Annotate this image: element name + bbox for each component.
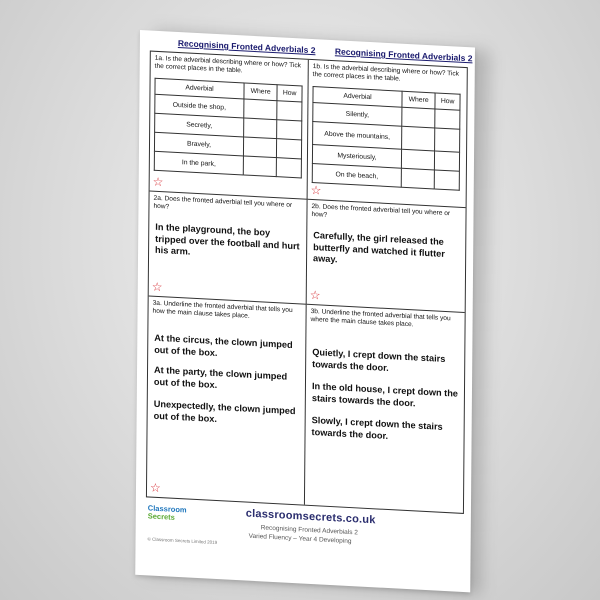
adverbial-cell: Silently, (313, 103, 402, 127)
question-sentence: Slowly, I crept down the stairs towards the door. (311, 415, 443, 441)
footer-subtitle: Recognising Fronted Adverbials 2 (260, 524, 358, 537)
worksheet (135, 30, 475, 592)
logo-line-2: Secrets (147, 511, 175, 522)
how-tick-cell[interactable] (435, 109, 460, 129)
question-prompt: 2b. Does the fronted adverbial tell you where or how? (311, 202, 451, 219)
adverbial-cell: Outside the shop, (155, 94, 244, 118)
adverbial-table (154, 78, 303, 179)
sheet-title-left: Recognising Fronted Adverbials 2 (177, 37, 316, 56)
adverbial-cell: On the beach, (312, 164, 401, 188)
where-tick-cell[interactable] (401, 149, 434, 170)
copyright-text: © Classroom Secrets Limited 2019 (147, 536, 218, 546)
classroom-secrets-logo (148, 504, 200, 537)
adverbial-cell: Mysteriously, (312, 145, 401, 169)
table-header: How (435, 93, 460, 110)
question-sentence: Quietly, I crept down the stairs towards the door. (312, 347, 446, 373)
adverbial-table (312, 86, 461, 191)
where-tick-cell[interactable] (243, 156, 276, 177)
panel-1a (150, 52, 309, 200)
question-prompt: 2a. Does the fronted adverbial tell you where or how? (153, 194, 293, 211)
where-tick-cell[interactable] (243, 137, 276, 158)
table-header: How (277, 85, 302, 102)
where-tick-cell[interactable] (402, 107, 435, 128)
question-sentence: Unexpectedly, the clown jumped out of the box. (153, 398, 296, 424)
how-tick-cell[interactable] (435, 128, 460, 152)
table-header: Adverbial (313, 87, 402, 108)
question-sentence: Carefully, the girl released the butterfly and watched it flutter away. (313, 230, 445, 265)
adverbial-cell: Bravely, (154, 132, 243, 156)
star-icon: ☆ (149, 480, 161, 496)
adverbial-cell: Above the mountains, (313, 122, 402, 150)
question-prompt: 1a. Is the adverbial describing where or how? Tick the correct places in the table. (154, 54, 302, 74)
question-grid (146, 51, 468, 514)
how-tick-cell[interactable] (277, 120, 302, 140)
how-tick-cell[interactable] (435, 170, 460, 190)
table-header: Where (244, 83, 277, 101)
question-prompt: 3b. Underline the fronted adverbial that tells you where the main clause takes place. (310, 307, 451, 328)
question-sentence: At the circus, the clown jumped out of the box. (154, 332, 293, 358)
panel-1b (308, 60, 467, 208)
star-icon: ☆ (309, 287, 321, 303)
adverbial-cell: Secretly, (155, 113, 244, 137)
where-tick-cell[interactable] (401, 168, 434, 189)
where-tick-cell[interactable] (244, 118, 277, 139)
table-header: Where (402, 91, 435, 109)
logo-line-1: Classroom (147, 503, 187, 515)
how-tick-cell[interactable] (277, 139, 302, 159)
table-header: Adverbial (155, 78, 244, 99)
where-tick-cell[interactable] (244, 99, 277, 120)
question-sentence: At the party, the clown jumped out of the box. (153, 364, 288, 390)
where-tick-cell[interactable] (402, 126, 435, 151)
panel-2b (307, 200, 466, 313)
website-link[interactable]: classroomsecrets.co.uk (245, 507, 376, 527)
question-prompt: 1b. Is the adverbial describing where or how? Tick the correct places in the table. (312, 63, 460, 83)
question-sentence: In the old house, I crept down the stairs towards the door. (311, 381, 458, 408)
how-tick-cell[interactable] (277, 101, 302, 121)
how-tick-cell[interactable] (435, 151, 460, 171)
question-sentence: In the playground, the boy tripped over the football and hurt his arm. (155, 221, 300, 257)
panel-3b (305, 305, 465, 513)
how-tick-cell[interactable] (277, 158, 302, 178)
star-icon: ☆ (151, 279, 163, 295)
footer-level: Varied Fluency – Year 4 Developing (248, 532, 352, 546)
panel-3a (147, 296, 307, 504)
question-prompt: 3a. Underline the fronted adverbial that tells you how the main clause takes place. (152, 299, 293, 320)
adverbial-cell: In the park, (154, 151, 243, 175)
star-icon: ☆ (310, 182, 322, 198)
sheet-title-right: Recognising Fronted Adverbials 2 (334, 46, 473, 64)
panel-2a (149, 192, 308, 305)
star-icon: ☆ (152, 174, 164, 190)
